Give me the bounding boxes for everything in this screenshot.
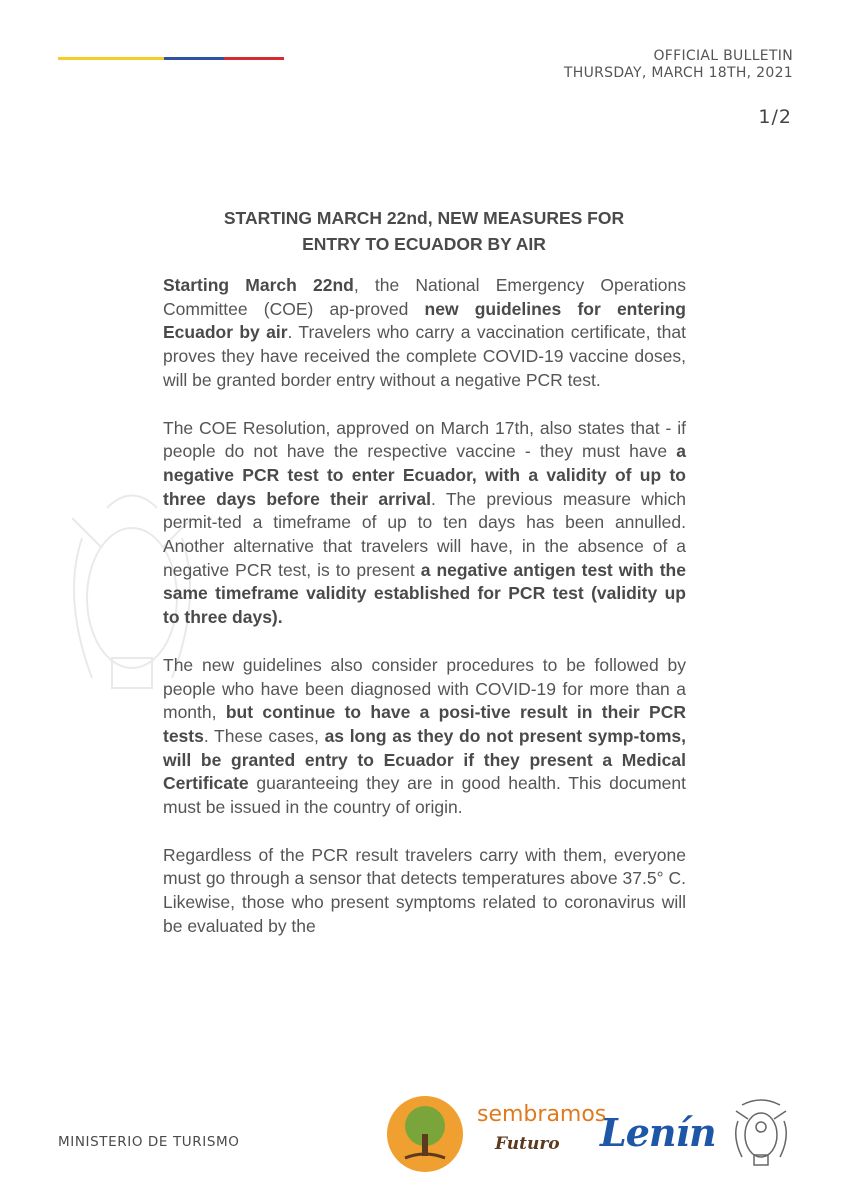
p2-bold-1: a negative PCR test to enter Ecuador, with a validity of up to three days before their arrival — [163, 441, 686, 509]
p3-bold-1: but continue to have a posi-tive result in their PCR tests — [163, 702, 686, 746]
bulletin-header — [564, 48, 793, 82]
p3-bold-2: as long as they do not present symp-toms, will be granted entry to Ecuador if they present a Medical Certificate — [163, 725, 686, 794]
tree-logo-icon — [385, 1094, 465, 1174]
p3-text-1: The new guidelines also consider procedures to be followed by people who have been diagnosed with COVID-19 for more than a month, — [163, 654, 686, 723]
flag-yellow-stripe — [58, 57, 164, 60]
flag-blue-stripe — [164, 57, 224, 60]
flag-color-bar — [58, 57, 284, 60]
headline-line-1: STARTING MARCH 22nd, NEW MEASURES FOR — [223, 208, 625, 228]
lenin-logo — [598, 1108, 716, 1160]
paragraph-2 — [163, 417, 686, 630]
sembramos-futuro-logo — [385, 1094, 607, 1174]
p3-text-3: guaranteeing they are in good health. This document must be issued in the country of origin. — [163, 773, 686, 818]
p3-text-2: . These cases, — [203, 725, 325, 746]
bulletin-label: OFFICIAL BULLETIN — [653, 48, 793, 64]
headline-line-2: ENTRY TO ECUADOR BY AIR — [302, 234, 546, 254]
p1-text-1: , the National Emergency Operations Committee (COE) ap-proved — [163, 275, 686, 319]
bulletin-date: THURSDAY, MARCH 18TH, 2021 — [563, 65, 793, 81]
p2-text-2: . The previous measure which permit-ted a timeframe of up to ten days has been annulled. Another alternative that travelers will have, in the absence of a negative PCR test, is to present — [163, 488, 687, 580]
paragraph-1 — [163, 274, 686, 393]
ecuador-crest-icon — [730, 1097, 792, 1169]
sembramos-text: sembramos — [477, 1102, 607, 1127]
p1-bold-1: Starting March 22nd — [163, 275, 354, 295]
headline — [163, 205, 685, 257]
p1-text-2: . Travelers who carry a vaccination certificate, that proves they have received the complete COVID-19 vaccine doses, will be granted border entry without a negative PCR test. — [163, 322, 687, 390]
p2-text-1: The COE Resolution, approved on March 17th, also states that - if people do not have the respective vaccine - they must have — [163, 417, 686, 462]
futuro-text: Futuro — [495, 1134, 560, 1154]
p1-bold-2: new guidelines for entering Ecuador by air — [163, 298, 686, 343]
ministry-name: MINISTERIO DE TURISMO — [58, 1134, 240, 1150]
flag-red-stripe — [224, 57, 284, 60]
paragraph-3 — [163, 654, 686, 820]
lenin-signature-text: Lenín — [600, 1110, 716, 1155]
page-number: 1/2 — [758, 106, 792, 128]
paragraph-4 — [163, 844, 686, 939]
p4-text-1: Regardless of the PCR result travelers carry with them, everyone must go through a sensor that detects temperatures above 37.5° C. Likewise, those who present symptoms related to coronavirus will be evaluated by the — [163, 844, 686, 936]
p2-bold-2: a negative antigen test with the same timeframe validity established for PCR test (validity up to three days). — [163, 559, 686, 628]
bulletin-body — [163, 274, 686, 963]
